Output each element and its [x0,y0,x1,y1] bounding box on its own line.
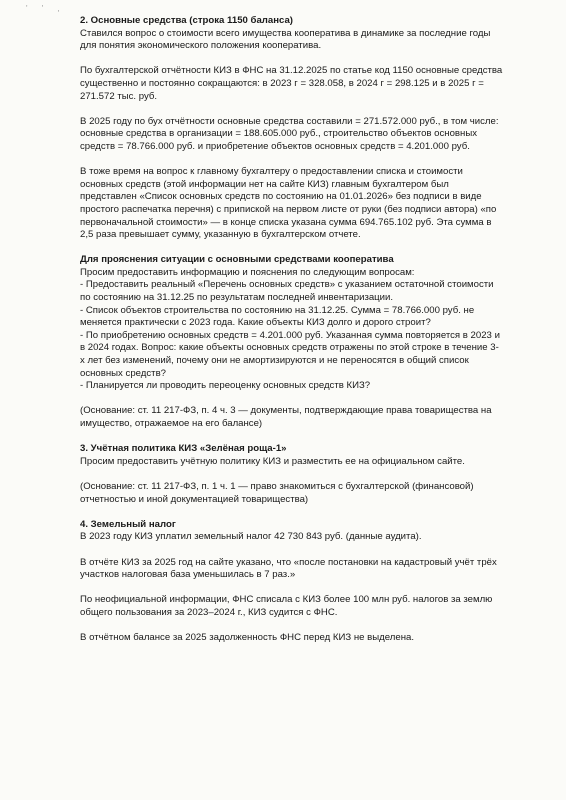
section-3-basis [80,481,532,506]
text-line: В отчётном балансе за 2025 задолженность ФНС перед КИЗ не выделена. [80,632,415,644]
text-line: В 2023 году КИЗ уплатил земельный налог 42 730 843 руб. (данные аудита). [80,531,422,543]
clarification-questions [80,267,532,393]
text-line: В отчёте КИЗ за 2025 год на сайте указано, что «после постановки на кадастровый учёт трёх [80,556,497,568]
section-2-intro [80,28,532,53]
section-3-heading: 3. Учётная политика КИЗ «Зелёная роща-1» [80,443,287,455]
text-line: существенно и постоянно сокращаются: в 2023 г = 328.058, в 2024 г = 298.125 и в 2025 г = [80,77,484,89]
section-2-2025-paragraph [80,116,532,154]
text-line: средств = 78.766.000 руб. и приобретение объектов основных средств = 4.201.000 руб. [80,140,470,152]
text-line: основных средств (этой информации нет на сайте КИЗ) главным бухгалтером был [80,178,449,190]
text-line: по состоянию на 31.12.25 по результатам последней инвентаризации. [80,292,394,304]
scan-corner-marks: ' ' , [26,4,66,13]
text-line: 271.572 тыс. руб. [80,90,158,102]
text-line: (Основание: ст. 11 217-ФЗ, п. 1 ч. 1 — право знакомиться с бухгалтерской (финансовой) [80,480,474,492]
section-4-fns-paragraph [80,594,532,619]
text-line: - По приобретению основных средств = 4.201.000 руб. Указанная сумма повторяется в 2023 и [80,329,500,341]
text-line: Ставился вопрос о стоимости всего имущества кооператива в динамике за последние годы [80,27,491,39]
section-4-report-paragraph [80,557,532,582]
section-2-list-paragraph [80,166,532,242]
text-line: основных средств? [80,367,166,379]
text-line: основные средства в организации = 188.605.000 руб., строительство объектов основных [80,128,478,140]
clarification-heading: Для прояснения ситуации с основными средствами кооператива [80,254,394,266]
text-line: По неофициальной информации, ФНС списала с КИЗ более 100 млн руб. налогов за землю [80,594,493,606]
text-line: - Планируется ли проводить переоценку основных средств КИЗ? [80,380,371,392]
text-line: х лет без изменений, почему они не амортизируются и не переносятся в общий список [80,355,469,367]
text-line: первоначальной стоимости» — в конце списка указана сумма 694.765.102 руб. Эта сумма в [80,216,492,228]
text-line: В тоже время на вопрос к главному бухгалтеру о предоставлении списка и стоимости [80,166,463,178]
text-line: в 2024 годах. Вопрос: какие объекты основных средств отражены по этой строке в течение 3- [80,342,499,354]
text-line: отчетностью и иной документацией товарищества) [80,493,309,505]
clarification-basis [80,405,532,430]
section-2-heading: 2. Основные средства (строка 1150 баланса) [80,15,294,26]
text-line: - Предоставить реальный «Перечень основных средств» с указанием остаточной стоимости [80,279,494,291]
text-line: В 2025 году по бух отчётности основные средства составили = 271.572.000 руб., в том числе: [80,115,499,127]
section-4-heading: 4. Земельный налог [80,518,176,530]
text-line: меняется практически с 2023 года. Какие объекты КИЗ долго и дорого строит? [80,317,431,329]
text-line: имущество, отражаемое на его балансе) [80,418,263,429]
text-line: простого распечатка перечня) с припиской на первом листе от руки (без подписи автора) «по [80,203,497,215]
text-line: общего пользования за 2023–2024 г., КИЗ судится с ФНС. [80,606,338,618]
text-line: 2,5 раза превышает сумму, указанную в бухгалтерском отчете. [80,229,361,241]
text-line: представлен «Список основных средств по состоянию на 01.01.2026» без подписи в виде [80,191,482,203]
text-line: (Основание: ст. 11 217-ФЗ, п. 4 ч. 3 — документы, подтверждающие права товарищества на [80,405,492,417]
text-line: Просим предоставить учётную политику КИЗ и разместить ее на официальном сайте. [80,455,465,467]
text-line: Просим предоставить информацию и пояснения по следующим вопросам: [80,266,415,278]
text-line: участков налоговая база уменьшилась в 7 раз.» [80,569,296,581]
text-line: По бухгалтерской отчётности КИЗ в ФНС на 31.12.2025 по статье код 1150 основные средства [80,65,503,77]
text-line: для понятия экономического положения кооператива. [80,40,322,52]
text-line: - Список объектов строительства по состоянию на 31.12.25. Сумма = 78.766.000 руб. не [80,304,475,316]
section-2-report-paragraph [80,65,532,103]
